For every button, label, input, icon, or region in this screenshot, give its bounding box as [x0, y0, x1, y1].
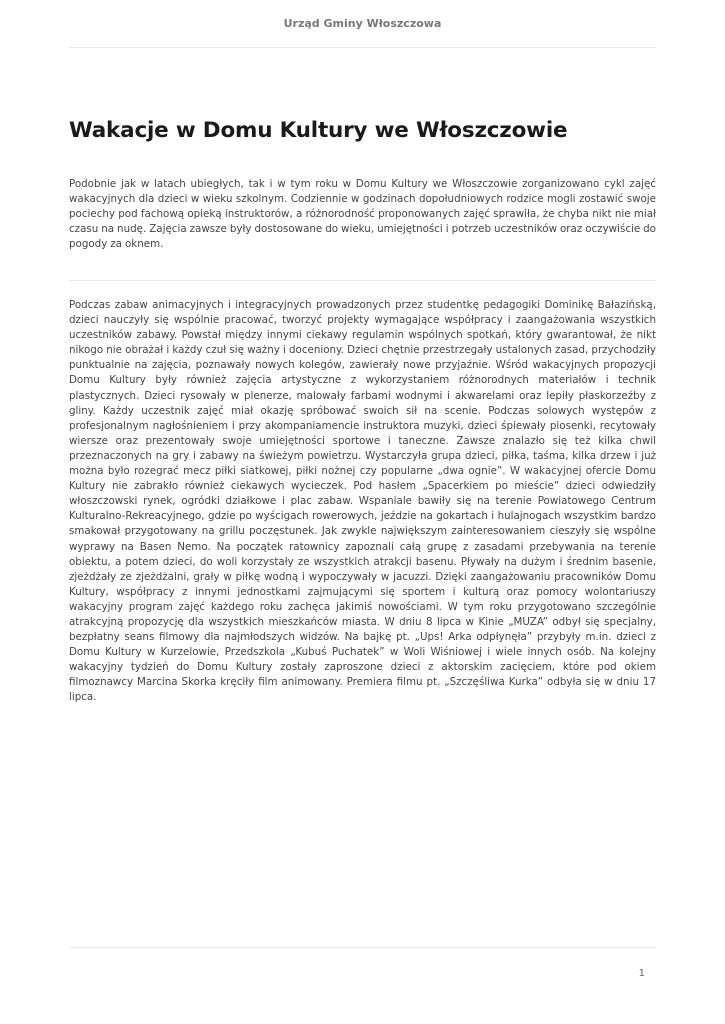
article-title: Wakacje w Domu Kultury we Włoszczowie: [69, 118, 568, 143]
footer-divider: [69, 947, 656, 948]
article-body: Podczas zabaw animacyjnych i integracyjnych prowadzonych przez studentkę pedagogiki Dominikę Bałazińską, dzieci nauczyły się wspólnie pracować, tworzyć projekty wymagające współpracy i zaangażowania wszystkich uczestników zabawy. Powstał między innymi ciekawy regulamin wspólnych spotkań, który gwarantował, że nikt nikogo nie obrażał i każdy czuł się ważny i doceniony. Dzieci chętnie przestrzegały ustalonych zasad, przychodziły punktualnie na zajęcia, poznawały nowych kolegów, zawierały nowe przyjaźnie. Wśród wakacyjnych propozycji Domu Kultury były również zajęcia artystyczne z wykorzystaniem różnorodnych materiałów i technik plastycznych. Dzieci rysowały w plenerze, malowały farbami wodnymi i akwarelami oraz lepiły płaskorzeźby z gliny. Każdy uczestnik zajęć miał okazję spróbować swoich sił na scenie. Podczas solowych występów z profesjonalnym nagłośnieniem i przy akompaniamencie instruktora muzyki, dzieci śpiewały piosenki, recytowały wiersze oraz prezentowały swoje umiejętności sportowe i taneczne. Zawsze znalazło się też kilka chwil przeznaczonych na gry i zabawy na świeżym powietrzu. Wystarczyła grupa dzieci, piłka, taśma, kilka drzew i już można było rozegrać mecz piłki siatkowej, piłki nożnej czy popularne „dwa ognie”. W wakacyjnej ofercie Domu Kultury nie zabrakło również ciekawych wycieczek. Pod hasłem „Spacerkiem po mieście” dzieci odwiedziły włoszczowski rynek, ogródki działkowe i plac zabaw. Wspaniale bawiły się na terenie Powiatowego Centrum Kulturalno-Rekreacyjnego, gdzie po wyścigach rowerowych, jeździe na gokartach i hulajnogach wszystkim bardzo smakował przygotowany na grillu poczęstunek. Jak zwykle największym zainteresowaniem cieszyły się wspólne wyprawy na Basen Nemo. Na początek ratownicy zapoznali całą grupę z zasadami przebywania na terenie obiektu, a potem dzieci, do woli korzystały ze wszystkich atrakcji basenu. Pływały na dużym i średnim basenie, zjeżdżały ze zjeżdżalni, grały w piłkę wodną i wypoczywały w jacuzzi. Dzięki zaangażowaniu pracowników Domu Kultury, współpracy z innymi jednostkami zajmującymi się sportem i kulturą oraz pomocy wolontariuszy wakacyjny program zajęć każdego roku zachęca jakimiś nowościami. W tym roku przygotowano szczególnie atrakcyjną propozycję dla wszystkich mieszkańców miasta. W dniu 8 lipca w Kinie „MUZA” odbył się specjalny, bezpłatny seans filmowy dla najmłodszych widzów. Na bajkę pt. „Ups! Arka odpłynęła” przybyły m.in. dzieci z Domu Kultury w Kurzelowie, Przedszkola „Kubuś Puchatek” w Woli Wiśniowej i wiele innych osób. Na kolejny wakacyjny tydzień do Domu Kultury zostały zaproszone dzieci z aktorskim zacięciem, które pod okiem filmoznawcy Marcina Skorka kręciły film animowany. Premiera filmu pt. „Szczęśliwa Kurka” odbyła się w dniu 17 lipca.: [69, 299, 656, 704]
site-header: Urząd Gminy Włoszczowa: [283, 17, 442, 30]
header-divider: [69, 47, 656, 48]
page-number: 1: [638, 968, 645, 979]
section-divider: [69, 280, 656, 281]
article-intro: Podobnie jak w latach ubiegłych, tak i w tym roku w Domu Kultury we Włoszczowie zorganizowano cykl zajęć wakacyjnych dla dzieci w wieku szkolnym. Codziennie w godzinach dopołudniowych rodzice mogli zostawić swoje pociechy pod fachową opieką instruktorów, a różnorodność proponowanych zajęć sprawiła, że chyba nikt nie miał czasu na nudę. Zajęcia zawsze były dostosowane do wieku, umiejętności i potrzeb uczestników oraz oczywiście do pogody za oknem.: [69, 178, 656, 251]
